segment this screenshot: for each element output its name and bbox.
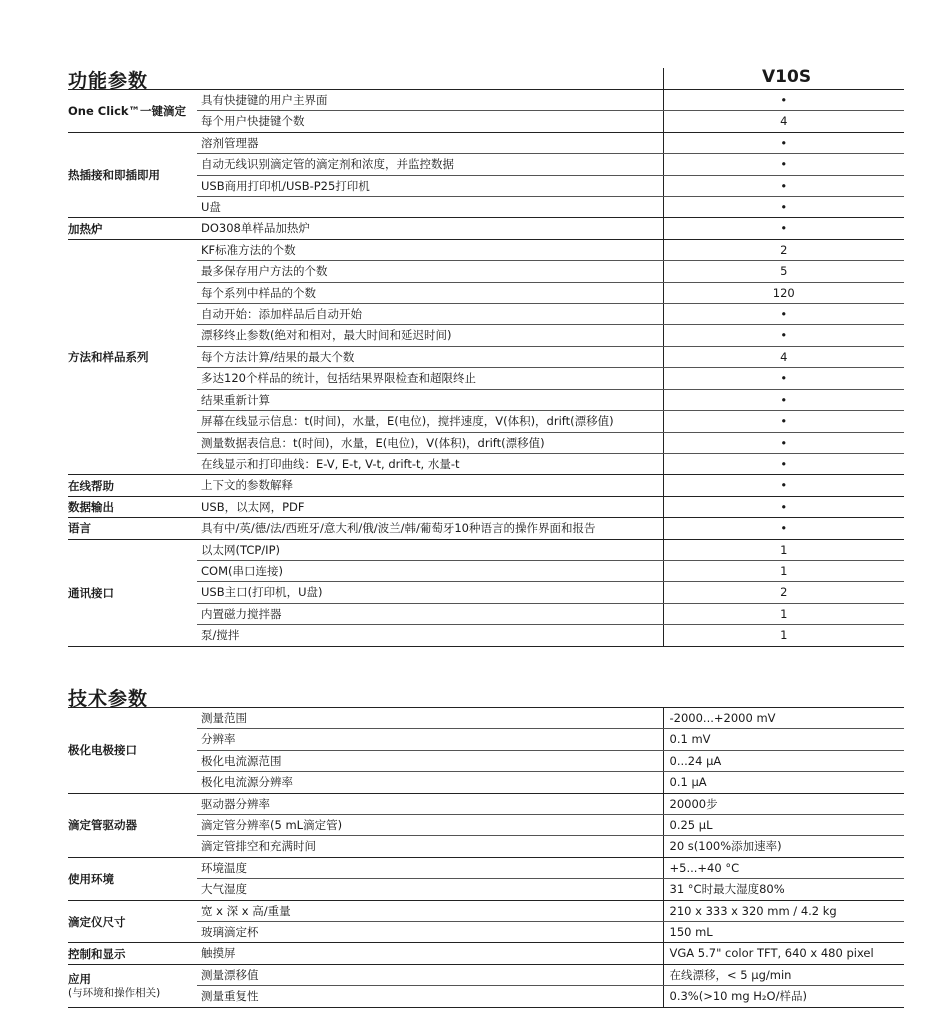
- category-subtitle: (与环境和操作相关): [68, 986, 161, 999]
- feature-cell: 最多保存用户方法的个数: [197, 261, 663, 282]
- feature-cell: 玻璃滴定杯: [197, 922, 663, 943]
- feature-cell: 测量重复性: [197, 986, 663, 1007]
- value-cell: •: [663, 475, 904, 496]
- category-label: 控制和显示: [68, 946, 126, 961]
- feature-cell: 屏幕在线显示信息：t(时间)，水量，E(电位)，搅拌速度，V(体积)，drift(漂移值): [197, 411, 663, 432]
- category-cell: [68, 239, 197, 474]
- value-cell: •: [663, 453, 904, 474]
- feature-cell: 每个方法计算/结果的最大个数: [197, 346, 663, 367]
- category-label: 在线帮助: [68, 478, 114, 493]
- table-row: [68, 900, 904, 921]
- feature-cell: U盘: [197, 197, 663, 218]
- value-cell: •: [663, 496, 904, 517]
- value-cell: 1: [663, 603, 904, 624]
- feature-cell: COM(串口连接): [197, 560, 663, 581]
- value-cell: •: [663, 90, 904, 111]
- value-cell: •: [663, 389, 904, 410]
- table-row: [68, 857, 904, 878]
- feature-cell: 测量漂移值: [197, 964, 663, 985]
- table-row: [68, 943, 904, 964]
- category-cell: [68, 539, 197, 646]
- feature-cell: KF标准方法的个数: [197, 239, 663, 260]
- feature-cell: USB，以太网，PDF: [197, 496, 663, 517]
- feature-cell: 多达120个样品的统计，包括结果界限检查和超限终止: [197, 368, 663, 389]
- feature-cell: 每个系列中样品的个数: [197, 282, 663, 303]
- value-cell: •: [663, 154, 904, 175]
- category-cell: [68, 475, 197, 496]
- value-cell: 120: [663, 282, 904, 303]
- feature-cell: 极化电流源分辨率: [197, 772, 663, 793]
- technical-table: [68, 708, 904, 1008]
- category-label: 加热炉: [68, 221, 103, 236]
- category-cell: [68, 132, 197, 218]
- feature-cell: 上下文的参数解释: [197, 475, 663, 496]
- feature-cell: 泵/搅拌: [197, 625, 663, 646]
- category-label: 使用环境: [68, 871, 114, 886]
- functions-table: [68, 90, 904, 647]
- feature-cell: 极化电流源范围: [197, 750, 663, 771]
- feature-cell: 自动开始：添加样品后自动开始: [197, 304, 663, 325]
- feature-cell: USB商用打印机/USB-P25打印机: [197, 175, 663, 196]
- category-label: 应用: [68, 971, 91, 986]
- category-cell: [68, 708, 197, 793]
- value-cell: VGA 5.7" color TFT, 640 x 480 pixel: [663, 943, 904, 964]
- category-label: 滴定管驱动器: [68, 818, 137, 833]
- feature-cell: DO308单样品加热炉: [197, 218, 663, 239]
- feature-cell: 滴定管排空和充满时间: [197, 836, 663, 857]
- category-label: One Click™一键滴定: [68, 103, 187, 118]
- value-cell: 2: [663, 239, 904, 260]
- category-label: 滴定仪尺寸: [68, 914, 126, 929]
- value-cell: •: [663, 132, 904, 153]
- value-cell: •: [663, 175, 904, 196]
- value-cell: •: [663, 432, 904, 453]
- value-cell: •: [663, 368, 904, 389]
- technical-title: 技术参数: [68, 688, 149, 710]
- feature-cell: 大气湿度: [197, 879, 663, 900]
- feature-cell: 结果重新计算: [197, 389, 663, 410]
- table-row: [68, 90, 904, 111]
- feature-cell: 漂移终止参数(绝对和相对，最大时间和延迟时间): [197, 325, 663, 346]
- value-cell: 5: [663, 261, 904, 282]
- category-cell: [68, 900, 197, 943]
- header-divider: [663, 68, 664, 90]
- table-row: [68, 496, 904, 517]
- feature-cell: 自动无线识别滴定管的滴定剂和浓度，并监控数据: [197, 154, 663, 175]
- value-cell: 4: [663, 111, 904, 132]
- feature-cell: 具有快捷键的用户主界面: [197, 90, 663, 111]
- table-row: [68, 239, 904, 260]
- value-cell: 20000步: [663, 793, 904, 814]
- value-cell: 1: [663, 539, 904, 560]
- value-cell: 1: [663, 625, 904, 646]
- category-cell: [68, 218, 197, 239]
- table-row: [68, 518, 904, 539]
- value-cell: •: [663, 411, 904, 432]
- value-cell: •: [663, 218, 904, 239]
- table-row: [68, 793, 904, 814]
- category-label: 热插接和即插即用: [68, 168, 160, 183]
- value-cell: 31 °C时最大湿度80%: [663, 879, 904, 900]
- value-cell: 4: [663, 346, 904, 367]
- category-cell: [68, 964, 197, 1007]
- feature-cell: 内置磁力搅拌器: [197, 603, 663, 624]
- feature-cell: 触摸屏: [197, 943, 663, 964]
- feature-cell: 每个用户快捷键个数: [197, 111, 663, 132]
- value-cell: 0...24 µA: [663, 750, 904, 771]
- table-row: [68, 218, 904, 239]
- value-cell: •: [663, 197, 904, 218]
- value-cell: 210 x 333 x 320 mm / 4.2 kg: [663, 900, 904, 921]
- feature-cell: 滴定管分辨率(5 mL滴定管): [197, 815, 663, 836]
- category-label: 语言: [68, 521, 91, 536]
- feature-cell: 测量范围: [197, 708, 663, 729]
- category-cell: [68, 943, 197, 964]
- value-cell: 0.1 µA: [663, 772, 904, 793]
- value-cell: •: [663, 325, 904, 346]
- value-cell: •: [663, 304, 904, 325]
- feature-cell: 测量数据表信息：t(时间)，水量，E(电位)，V(体积)，drift(漂移值): [197, 432, 663, 453]
- value-cell: 150 mL: [663, 922, 904, 943]
- category-cell: [68, 90, 197, 132]
- category-cell: [68, 518, 197, 539]
- feature-cell: 在线显示和打印曲线：E-V, E-t, V-t, drift-t, 水量-t: [197, 453, 663, 474]
- table-row: [68, 132, 904, 153]
- value-cell: 0.25 µL: [663, 815, 904, 836]
- value-cell: 2: [663, 582, 904, 603]
- feature-cell: 分辨率: [197, 729, 663, 750]
- feature-cell: 环境温度: [197, 857, 663, 878]
- category-label: 数据输出: [68, 499, 114, 514]
- value-cell: 在线漂移，< 5 µg/min: [663, 964, 904, 985]
- value-cell: 20 s(100%添加速率): [663, 836, 904, 857]
- value-cell: •: [663, 518, 904, 539]
- value-cell: +5...+40 °C: [663, 857, 904, 878]
- table-row: [68, 475, 904, 496]
- table-row: [68, 708, 904, 729]
- category-cell: [68, 793, 197, 857]
- feature-cell: 驱动器分辨率: [197, 793, 663, 814]
- table-row: [68, 539, 904, 560]
- category-label: 极化电极接口: [68, 743, 137, 758]
- category-cell: [68, 857, 197, 900]
- feature-cell: 宽 x 深 x 高/重量: [197, 900, 663, 921]
- functions-title: 功能参数: [68, 70, 149, 92]
- feature-cell: 以太网(TCP/IP): [197, 539, 663, 560]
- value-cell: 0.3%(>10 mg H₂O/样品): [663, 986, 904, 1007]
- value-cell: 1: [663, 560, 904, 581]
- value-cell: -2000...+2000 mV: [663, 708, 904, 729]
- category-label: 通讯接口: [68, 585, 114, 600]
- value-cell: 0.1 mV: [663, 729, 904, 750]
- feature-cell: USB主口(打印机，U盘): [197, 582, 663, 603]
- category-cell: [68, 496, 197, 517]
- table-row: [68, 964, 904, 985]
- feature-cell: 溶剂管理器: [197, 132, 663, 153]
- feature-cell: 具有中/英/德/法/西班牙/意大利/俄/波兰/韩/葡萄牙10种语言的操作界面和报告: [197, 518, 663, 539]
- category-label: 方法和样品系列: [68, 350, 149, 365]
- model-header: V10S: [762, 67, 812, 87]
